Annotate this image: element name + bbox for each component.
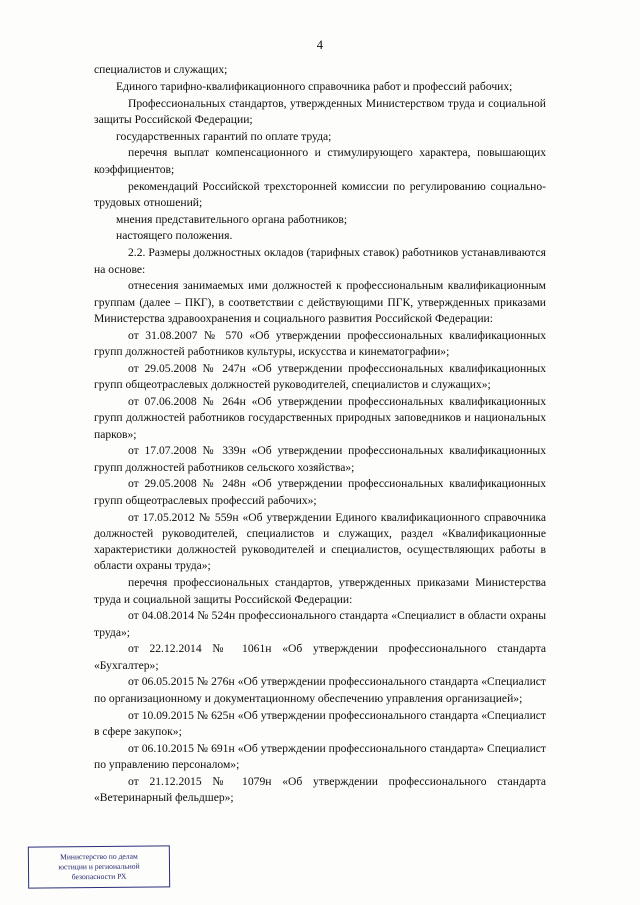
- paragraph: от 04.08.2014 № 524н профессионального стандарта «Специалист в области охраны труда»;: [94, 609, 546, 639]
- paragraph: от 31.08.2007 № 570 «Об утверждении профессиональных квалификационных групп должностей работников культуры, искусства и кинематографии»;: [94, 328, 546, 359]
- paragraph: от 17.05.2012 № 559н «Об утверждении Единого квалификационного справочника должностей руководителей, специалистов и служащих, раздел «Квалификационные характеристики должностей руководителей и специалистов, осуществляющих работы в области охраны труда»;: [94, 510, 546, 573]
- paragraph: от 17.07.2008 № 339н «Об утверждении профессиональных квалификационных групп должностей работников сельского хозяйства»;: [94, 444, 546, 474]
- paragraph: государственных гарантий по оплате труда;: [116, 129, 332, 143]
- paragraph: рекомендаций Российской трехсторонней комиссии по регулированию социально-трудовых отношений;: [94, 179, 546, 209]
- page-number: 4: [316, 38, 324, 52]
- paragraph-section-2-2: 2.2. Размеры должностных окладов (тарифных ставок) работников устанавливаются на основе:: [94, 246, 546, 276]
- paragraph: Профессиональных стандартов, утвержденных Министерством труда и социальной защиты Российской Федерации;: [94, 96, 546, 126]
- paragraph: специалистов и служащих;: [94, 63, 228, 76]
- paragraph: перечня профессиональных стандартов, утвержденных приказами Министерства труда и социальной защиты Российской Федерации:: [94, 576, 546, 606]
- paragraph: Единого тарифно-квалификационного справочника работ и профессий рабочих;: [116, 79, 513, 93]
- paragraph: мнения представительного органа работников;: [116, 212, 348, 226]
- paragraph: от 29.05.2008 № 248н «Об утверждении профессиональных квалификационных групп общеотраслевых профессий рабочих»;: [94, 477, 546, 507]
- document-body: [94, 62, 546, 807]
- ministry-stamp: [28, 845, 170, 888]
- paragraph: от 10.09.2015 № 625н «Об утверждении профессионального стандарта «Специалист в сфере закупок»;: [94, 708, 546, 738]
- paragraph: от 21.12.2015 № 1079н «Об утверждении профессионального стандарта «Ветеринарный фельдшер»;: [94, 774, 546, 805]
- stamp-line-3: безопасности РХ: [71, 871, 127, 882]
- stamp-line-1: Министерство по делам: [60, 851, 138, 862]
- paragraph: перечня выплат компенсационного и стимулирующего характера, повышающих коэффициентов;: [94, 146, 546, 176]
- paragraph: от 22.12.2014 № 1061н «Об утверждении профессионального стандарта «Бухгалтер»;: [94, 642, 546, 672]
- paragraph: от 06.10.2015 № 691н «Об утверждении профессионального стандарта» Специалист по управлению персоналом»;: [94, 741, 546, 771]
- stamp-line-2: юстиции и региональной: [58, 861, 140, 872]
- paragraph: настоящего положения.: [116, 229, 233, 243]
- paragraph: от 07.06.2008 № 264н «Об утверждении профессиональных квалификационных групп должностей работников государственных природных заповедников и национальных парков»;: [94, 394, 546, 441]
- paragraph: от 06.05.2015 № 276н «Об утверждении профессионального стандарта «Специалист по организационному и документационному обеспечению управления организацией»;: [94, 675, 546, 705]
- paragraph: от 29.05.2008 № 247н «Об утверждении профессиональных квалификационных групп общеотраслевых должностей руководителей, специалистов и служащих»;: [94, 361, 546, 392]
- paragraph: отнесения занимаемых ими должностей к профессиональным квалификационным группам (далее – ПКГ), в соответствии с действующими ПГК, утвержденных приказами Министерства здравоохранения и социального развития Российской Федерации:: [94, 279, 546, 325]
